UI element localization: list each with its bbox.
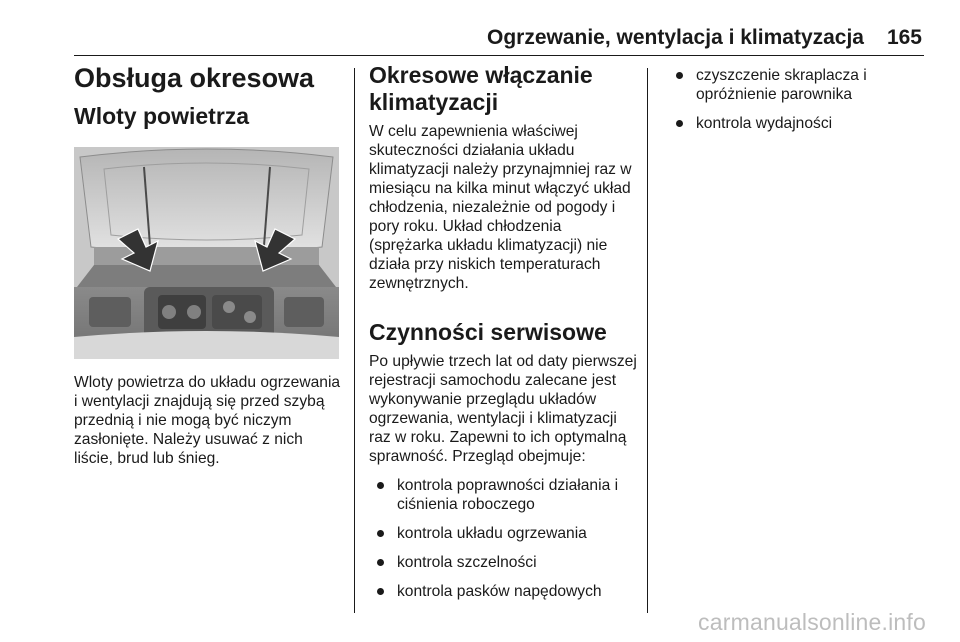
page-number: 165: [886, 26, 922, 49]
page-header-title: Ogrzewanie, wentylacja i klimatyzacja: [486, 26, 864, 49]
column-right: [668, 62, 928, 143]
bullet-list: [668, 66, 928, 133]
column-divider: [354, 68, 355, 613]
bullet-icon: [377, 482, 384, 489]
list-item: kontrola szczelności: [369, 553, 637, 572]
watermark: carmanualsonline.info: [698, 609, 926, 635]
bullet-icon: [676, 72, 683, 79]
body-paragraph: Po upływie trzech lat od daty pierwszej rejestracji samochodu zalecane jest wykonywanie przeglądu układów ogrzewania, wentylacji i klimatyzacji raz w roku. Zapewni to ich optymalną sprawność. Przegląd obejmuje:: [369, 353, 637, 465]
column-divider: [647, 68, 648, 613]
bullet-icon: [377, 530, 384, 537]
section-title: Obsługa okresowa: [74, 63, 315, 93]
list-item: kontrola pasków napędowych: [369, 582, 637, 601]
list-item: kontrola układu ogrzewania: [369, 524, 637, 543]
bullet-icon: [377, 559, 384, 566]
section-title: Czynności serwisowe: [369, 319, 607, 345]
column-middle: [369, 62, 637, 611]
bullet-list: [369, 476, 637, 601]
body-paragraph: W celu zapewnienia właściwej skuteczności działania układu klimatyzacji należy przynajmniej raz w miesiącu na kilka minut włączyć układ chłodzenia, niezależnie od pogody i pory roku. Układ chłodzenia (sprężarka układu klimatyzacji) nie działa przy niskich temperaturach zewnętrznych.: [369, 123, 632, 292]
list-item: kontrola wydajności: [668, 114, 928, 133]
column-left: [74, 62, 342, 468]
list-item: czyszczenie skraplacza i opróżnienie parownika: [668, 66, 928, 104]
header-rule: [74, 55, 924, 56]
list-item: kontrola poprawności działania i ciśnienia roboczego: [369, 476, 637, 514]
bullet-icon: [676, 120, 683, 127]
body-paragraph: Wloty powietrza do układu ogrzewania i wentylacji znajdują się przed szybą przednią i nie mogą być niczym zasłonięte. Należy usuwać z nich liście, brud lub śnieg.: [74, 374, 341, 467]
subsection-title: Wloty powietrza: [74, 103, 250, 129]
bullet-icon: [377, 588, 384, 595]
engine-bay-illustration: [74, 147, 339, 359]
section-title: Okresowe włączanie klimatyzacji: [369, 62, 593, 115]
